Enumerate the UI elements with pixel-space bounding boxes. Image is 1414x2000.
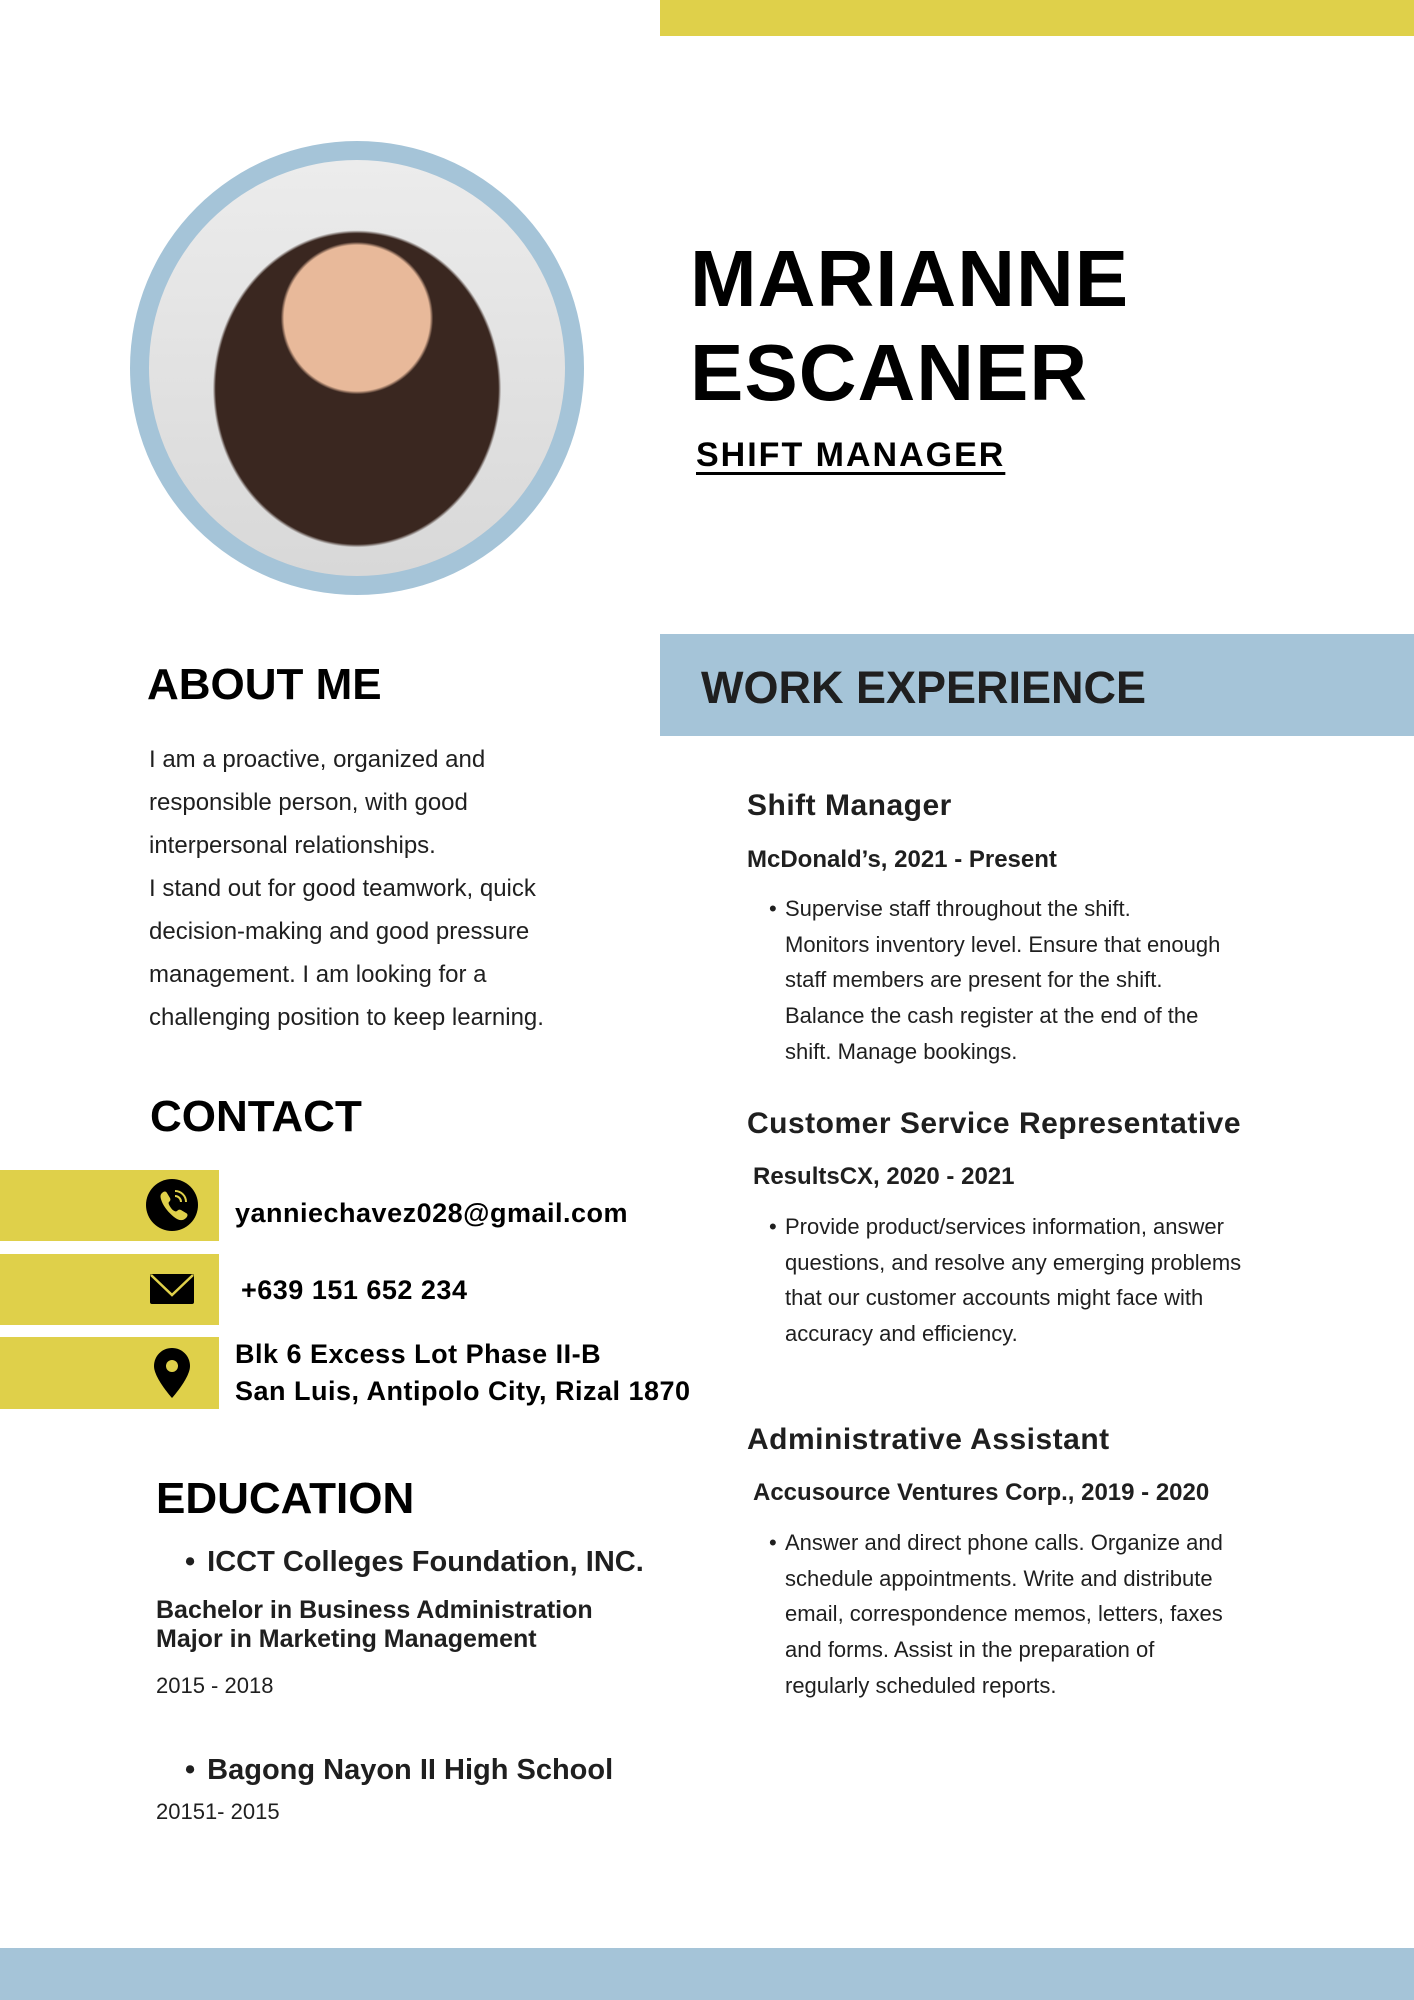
location-pin-icon — [145, 1346, 199, 1400]
about-text — [149, 738, 649, 1039]
about-line: management. I am looking for a — [149, 961, 487, 988]
description-line: • Supervise staff throughout the shift. — [785, 896, 1131, 921]
full-name — [690, 232, 1129, 420]
education-heading: EDUCATION — [156, 1474, 415, 1523]
education-years: 2015 - 2018 — [156, 1673, 274, 1698]
phone-icon — [145, 1178, 199, 1232]
description-line: • Provide product/services information, answer — [785, 1214, 1224, 1239]
address-line: San Luis, Antipolo City, Rizal 1870 — [235, 1376, 691, 1406]
job-description — [769, 1525, 1314, 1704]
about-line: I stand out for good teamwork, quick — [149, 875, 536, 902]
description-line: accuracy and efficiency. — [785, 1321, 1018, 1347]
job-company: Accusource Ventures Corp., 2019 - 2020 — [753, 1479, 1210, 1506]
contact-address — [235, 1336, 691, 1410]
job-company: ResultsCX, 2020 - 2021 — [753, 1163, 1015, 1190]
job-title: SHIFT MANAGER — [696, 436, 1006, 474]
job-description — [769, 891, 1314, 1070]
job-description — [769, 1209, 1314, 1352]
about-line: I am a proactive, organized and — [149, 746, 486, 773]
profile-photo — [130, 141, 584, 595]
description-line: • Answer and direct phone calls. Organize and — [785, 1530, 1223, 1555]
school-name: • Bagong Nayon II High School — [185, 1754, 613, 1787]
description-line: staff members are present for the shift. — [785, 967, 1163, 993]
about-heading: ABOUT ME — [147, 660, 382, 709]
job-title: Customer Service Representative — [747, 1107, 1242, 1140]
bottom-accent-bar — [0, 1948, 1414, 2000]
contact-email[interactable]: yanniechavez028@gmail.com — [235, 1198, 629, 1228]
description-line: and forms. Assist in the preparation of — [785, 1637, 1155, 1663]
description-line: Balance the cash register at the end of the — [785, 1003, 1199, 1029]
about-line: responsible person, with good — [149, 789, 468, 816]
work-experience-band — [660, 634, 1414, 736]
profile-photo-image — [149, 160, 565, 576]
description-line: that our customer accounts might face with — [785, 1285, 1204, 1311]
address-line: Blk 6 Excess Lot Phase II-B — [235, 1339, 602, 1369]
description-line: regularly scheduled reports. — [785, 1672, 1057, 1698]
degree-line: Major in Marketing Management — [156, 1625, 537, 1653]
first-name: MARIANNE — [690, 234, 1130, 323]
about-line: interpersonal relationships. — [149, 832, 436, 859]
mail-icon — [145, 1262, 199, 1316]
contact-phone[interactable]: +639 151 652 234 — [241, 1275, 468, 1305]
job-company: McDonald’s, 2021 - Present — [747, 846, 1057, 873]
description-line: schedule appointments. Write and distribute — [785, 1565, 1213, 1591]
job-title: Shift Manager — [747, 789, 952, 822]
school-name: • ICCT Colleges Foundation, INC. — [185, 1546, 644, 1579]
education-years: 20151- 2015 — [156, 1799, 280, 1824]
degree-line: Bachelor in Business Administration — [156, 1596, 593, 1624]
contact-heading: CONTACT — [150, 1092, 362, 1141]
work-experience-heading: WORK EXPERIENCE — [701, 662, 1147, 713]
description-line: shift. Manage bookings. — [785, 1038, 1018, 1064]
last-name: ESCANER — [690, 328, 1089, 417]
job-title: Administrative Assistant — [747, 1423, 1110, 1456]
description-line: Monitors inventory level. Ensure that enough — [785, 931, 1221, 957]
degree — [156, 1596, 593, 1654]
description-line: questions, and resolve any emerging problems — [785, 1249, 1242, 1275]
top-accent-bar — [660, 0, 1414, 36]
about-line: challenging position to keep learning. — [149, 1004, 544, 1031]
about-line: decision-making and good pressure — [149, 918, 530, 945]
description-line: email, correspondence memos, letters, faxes — [785, 1601, 1223, 1627]
